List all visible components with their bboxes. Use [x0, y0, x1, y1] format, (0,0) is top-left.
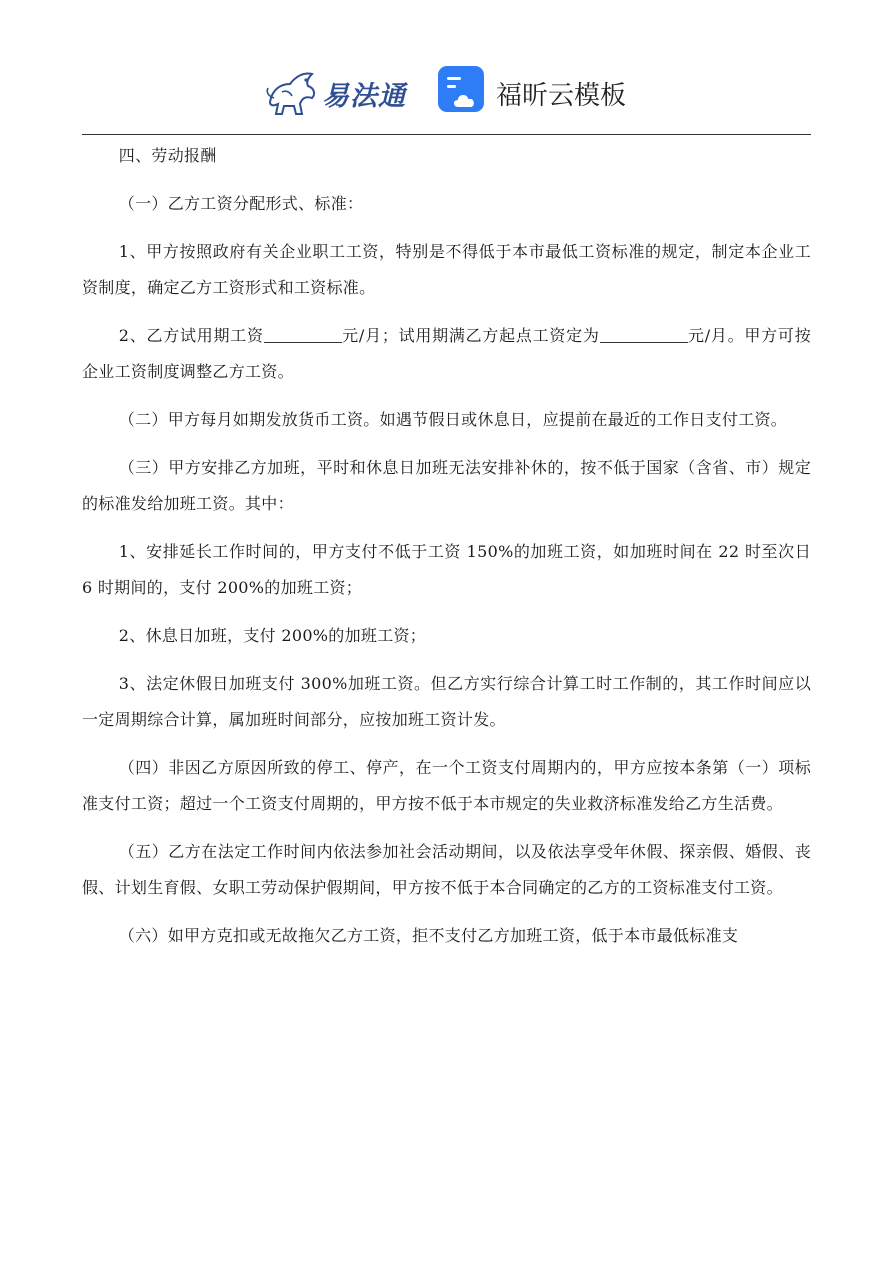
paragraph: 3、法定休假日加班支付 300%加班工资。但乙方实行综合计算工时工作制的，其工作时间应以一定周期综合计算，属加班时间部分，应按加班工资计发。	[82, 674, 811, 729]
paragraph: （六）如甲方克扣或无故拖欠乙方工资，拒不支付乙方加班工资，低于本市最低标准支	[118, 926, 739, 945]
yifatong-logo-text: 易法通	[322, 81, 406, 112]
document-header	[0, 58, 893, 124]
paragraph: （四）非因乙方原因所致的停工、停产，在一个工资支付周期内的，甲方应按本条第（一）项标准支付工资；超过一个工资支付周期的，甲方按不低于本市规定的失业救济标准发给乙方生活费。	[82, 758, 811, 813]
paragraph: （五）乙方在法定工作时间内依法参加社会活动期间，以及依法享受年休假、探亲假、婚假、丧假、计划生育假、女职工劳动保护假期间，甲方按不低于本合同确定的乙方的工资标准支付工资。	[82, 842, 811, 897]
document-body	[82, 138, 811, 966]
paragraph: 2、休息日加班，支付 200%的加班工资；	[118, 626, 427, 645]
qilin-icon	[262, 62, 322, 118]
wage-clause-text: 2、乙方试用期工资	[118, 326, 264, 345]
paragraph: （三）甲方安排乙方加班，平时和休息日加班无法安排补休的，按不低于国家（含省、市）规定的标准发给加班工资。其中：	[82, 458, 811, 513]
paragraph: （一）乙方工资分配形式、标准：	[118, 194, 364, 213]
yifatong-logo	[262, 62, 412, 118]
foxit-template-logo	[436, 62, 646, 118]
header-divider	[82, 134, 811, 135]
starting-wage-blank	[600, 324, 688, 343]
wage-clause-text: 元/月；试用期满乙方起点工资定为	[341, 326, 600, 345]
probation-wage-blank	[264, 324, 342, 343]
paragraph: 1、安排延长工作时间的，甲方支付不低于工资 150%的加班工资，如加班时间在 22 时至次日 6 时期间的，支付 200%的加班工资；	[82, 542, 811, 597]
section-heading: 四、劳动报酬	[118, 146, 217, 165]
paragraph: （二）甲方每月如期发放货币工资。如遇节假日或休息日，应提前在最近的工作日支付工资。	[118, 410, 788, 429]
foxit-template-logo-text: 福昕云模板	[496, 81, 627, 111]
wage-clause-text: 元/月。甲方可按企业工资制度调整乙方工资。	[82, 326, 811, 381]
wage-clause-paragraph	[82, 318, 811, 390]
cloud-document-icon	[436, 64, 488, 116]
paragraph: 1、甲方按照政府有关企业职工工资，特别是不得低于本市最低工资标准的规定，制定本企业工资制度，确定乙方工资形式和工资标准。	[82, 242, 811, 297]
